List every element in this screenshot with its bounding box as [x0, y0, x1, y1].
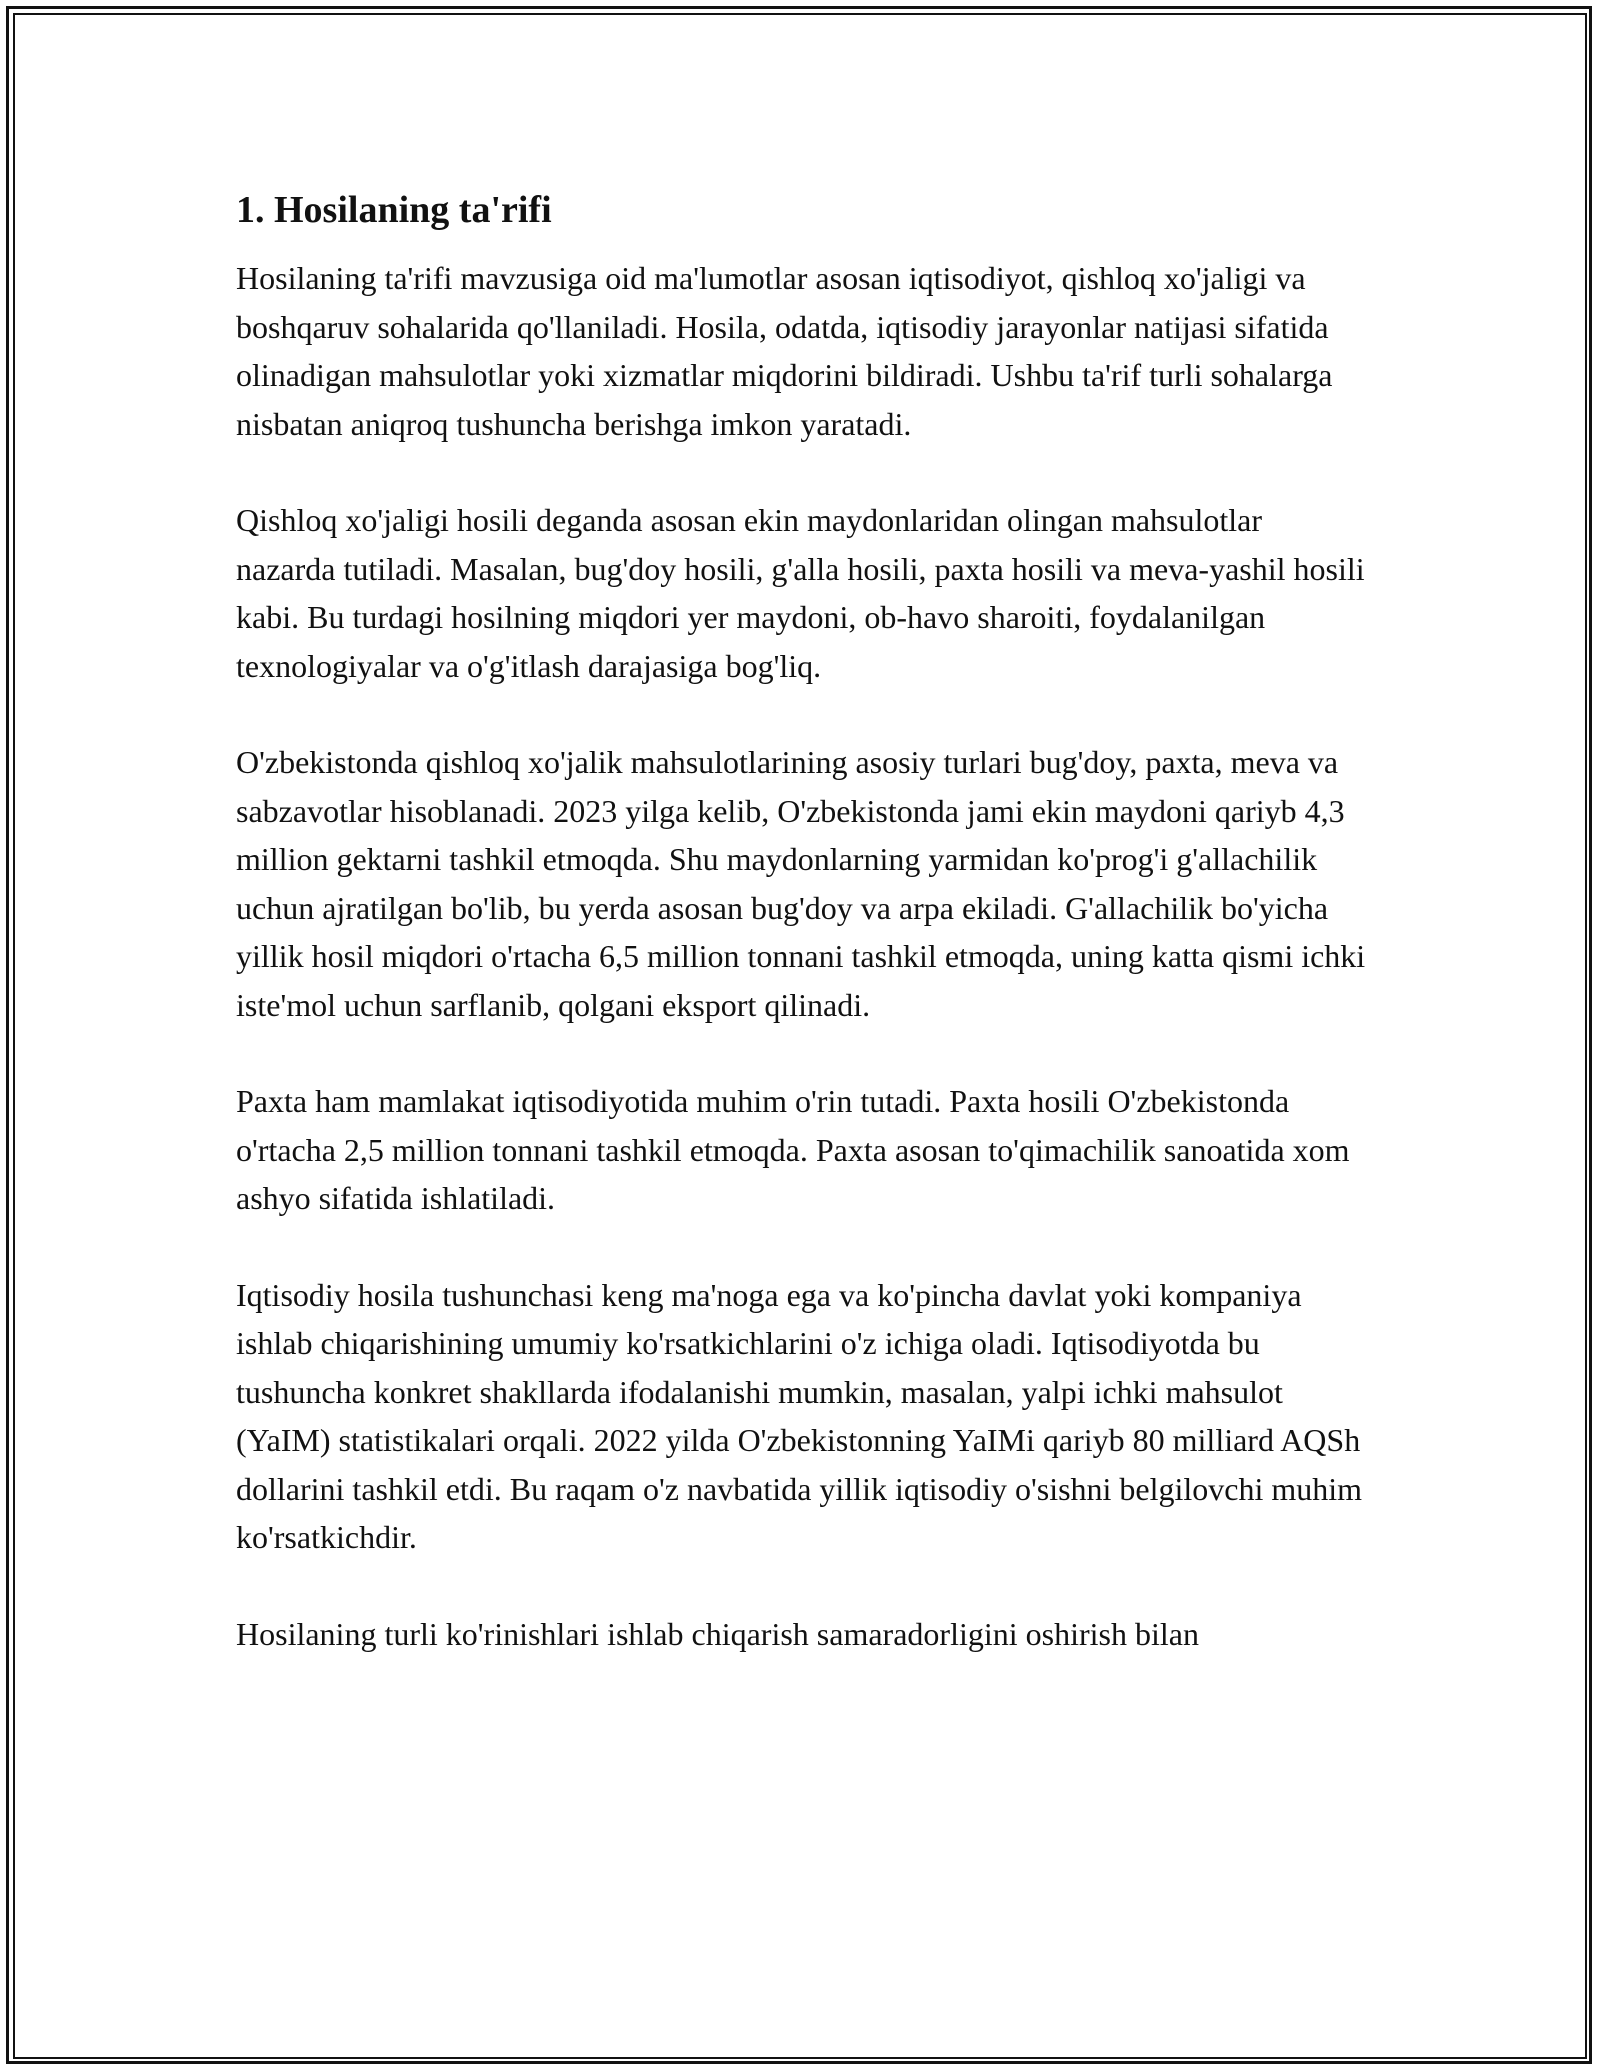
- document-body: [236, 186, 1366, 1706]
- paragraph-agriculture-yield: Qishloq xo'jaligi hosili deganda asosan ekin maydonlaridan olingan mahsulotlar nazarda tutiladi. Masalan, bug'doy hosili, g'alla hosili, paxta hosili va meva-yashil hosili kabi. Bu turdagi hosilning miqdori yer maydoni, ob-havo sharoiti, foydalanilgan texnologiyalar va o'g'itlash darajasiga bog'liq.: [236, 502, 1365, 684]
- section-heading: 1. Hosilaning ta'rifi: [236, 189, 552, 231]
- paragraph-definition: Hosilaning ta'rifi mavzusiga oid ma'lumotlar asosan iqtisodiyot, qishloq xo'jaligi va boshqaruv sohalarida qo'llaniladi. Hosila, odatda, iqtisodiy jarayonlar natijasi sifatida olinadigan mahsulotlar yoki xizmatlar miqdorini bildiradi. Ushbu ta'rif turli sohalarga nisbatan aniqroq tushuncha berishga imkon yaratadi.: [236, 260, 1333, 442]
- paragraph-uzbekistan-crops: O'zbekistonda qishloq xo'jalik mahsulotlarining asosiy turlari bug'doy, paxta, meva va sabzavotlar hisoblanadi. 2023 yilga kelib, O'zbekistonda jami ekin maydoni qariyb 4,3 million gektarni tashkil etmoqda. Shu maydonlarning yarmidan ko'prog'i g'allachilik uchun ajratilgan bo'lib, bu yerda asosan bug'doy va arpa ekiladi. G'allachilik bo'yicha yillik hosil miqdori o'rtacha 6,5 million tonnani tashkil etmoqda, uning katta qismi ichki iste'mol uchun sarflanib, qolgani eksport qilinadi.: [236, 744, 1366, 1023]
- paragraph-cotton: Paxta ham mamlakat iqtisodiyotida muhim o'rin tutadi. Paxta hosili O'zbekistonda o'rtacha 2,5 million tonnani tashkil etmoqda. Paxta asosan to'qimachilik sanoatida xom ashyo sifatida ishlatiladi.: [236, 1083, 1350, 1216]
- paragraph-continued: Hosilaning turli ko'rinishlari ishlab chiqarish samaradorligini oshirish bilan: [236, 1615, 1199, 1652]
- paragraph-economic-yield: Iqtisodiy hosila tushunchasi keng ma'noga ega va ko'pincha davlat yoki kompaniya ishlab chiqarishining umumiy ko'rsatkichlarini o'z ichiga oladi. Iqtisodiyotda bu tushuncha konkret shakllarda ifodalanishi mumkin, masalan, yalpi ichki mahsulot (YaIM) statistikalari orqali. 2022 yilda O'zbekistonning YaIMi qariyb 80 milliard AQSh dollarini tashkil etdi. Bu raqam o'z navbatida yillik iqtisodiy o'sishni belgilovchi muhim ko'rsatkichdir.: [236, 1276, 1363, 1555]
